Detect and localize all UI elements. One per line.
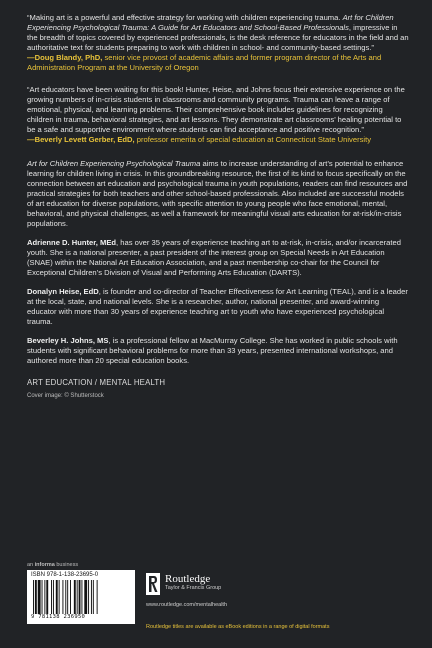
quote-1-text-cont: , impressive in the breadth of topics covered by experienced professionals, is the desk reference for educators in the field and an authoritative text for students preparing to work with children in school- and community-based settings.” <box>27 23 409 52</box>
informa-brand: informa <box>34 562 55 568</box>
quote-1-attribution <box>27 53 381 72</box>
barcode-graphic <box>31 580 131 614</box>
quote-2-author: —Beverly Levett Gerber, EdD, <box>27 135 135 144</box>
endorsement-quote-1 <box>27 13 410 73</box>
quote-1-author: —Doug Blandy, PhD, <box>27 53 103 62</box>
author-name-1: Adrienne D. Hunter, MEd <box>27 238 117 247</box>
author-bio-text-2: , is founder and co-director of Teacher Effectiveness for Art Learning (TEAL), and is a leader at the local, state, and national levels. She is a researcher, author, national presenter, and award-winning educator with more than 30 years of experience teaching art to youth who have experienced psychological trauma. <box>27 287 408 326</box>
author-name-3: Beverley H. Johns, MS <box>27 336 109 345</box>
publisher-group: Taylor & Francis Group <box>165 585 222 591</box>
quote-2-text: “Art educators have been waiting for this book! Hunter, Heise, and Johns focus their extensive experience on the growing numbers of in-crisis students in classrooms and community programs. Trauma can leave a range of emotional, physical, and learning problems. Their comprehensive book includes guidelines for recognizing children in trauma, behavioral strategies, and art lessons. They demonstrate art classrooms’ healing potential to be a safe and supportive environment where students can find acceptance and positive recognition.” <box>27 85 405 134</box>
publisher-url[interactable]: www.routledge.com/mentalhealth <box>146 602 228 608</box>
description-text: aims to increase understanding of art’s potential to enhance learning for children living in crisis. In this groundbreaking resource, the first of its kind to focus specifically on the connection between art education and psychological trauma in youth populations, readers can find resources and practical strategies for both teachers and other school-based professionals. Also included are successful models of art education for diverse populations, with specific attention to young people who face emotional, mental, behavioral, and physical challenges, as well a framework for meaningful visual arts education for at-risk/in-crisis populations. <box>27 159 408 228</box>
endorsement-quote-2 <box>27 85 410 145</box>
author-bio-text-3: , is a professional fellow at MacMurray College. She has worked in public schools with students with significant behavioral problems for more than 33 years, presented international workshops, and authored more than 20 special education books. <box>27 336 398 365</box>
routledge-logo-icon <box>146 573 160 595</box>
publisher-name: Routledge <box>165 573 211 585</box>
author-bio-1 <box>27 238 410 278</box>
quote-1-role: senior vice provost of academic affairs and former program director of the Arts and Administration Program at the University of Oregon <box>27 53 382 72</box>
quote-2-attribution <box>27 135 371 144</box>
barcode-number: 9 781138 236950 <box>31 614 86 620</box>
informa-business-line <box>27 562 78 568</box>
barcode-panel <box>27 570 135 624</box>
author-bio-2 <box>27 287 410 327</box>
author-bio-3 <box>27 336 410 366</box>
description-book-title: Art for Children Experiencing Psychological Trauma <box>27 159 201 168</box>
informa-prefix: an <box>27 562 35 568</box>
book-description <box>27 159 410 229</box>
isbn-text: ISBN 978-1-138-23695-0 <box>31 572 99 578</box>
cover-image-credit: Cover image: © Shutterstock <box>27 393 104 399</box>
quote-1-text: “Making art is a powerful and effective strategy for working with children experiencing trauma. <box>27 13 343 22</box>
publisher-block <box>146 573 221 595</box>
quote-1-book-title: Art for Children Experiencing Psychological Trauma: A Guide for Art Educators and School-Based Professionals <box>27 13 394 32</box>
author-bio-text-1: , has over 35 years of experience teaching art to at-risk, in-crisis, and/or incarcerated youth. She is a national presenter, a past president of the interest group on Special Needs in Art Education (SNAE) within the National Art Education Association, and a past membership co-chair for the Council for Exceptional Children’s Division of Visual and Performing Arts Education (DARTS). <box>27 238 401 277</box>
quote-2-role: professor emerita of special education at Connecticut State University <box>134 135 371 144</box>
subject-categories: ART EDUCATION / MENTAL HEALTH <box>27 378 166 387</box>
author-name-2: Donalyn Heise, EdD <box>27 287 99 296</box>
informa-suffix: business <box>54 562 79 568</box>
ebook-note: Routledge titles are available as eBook editions in a range of digital formats <box>146 624 330 630</box>
